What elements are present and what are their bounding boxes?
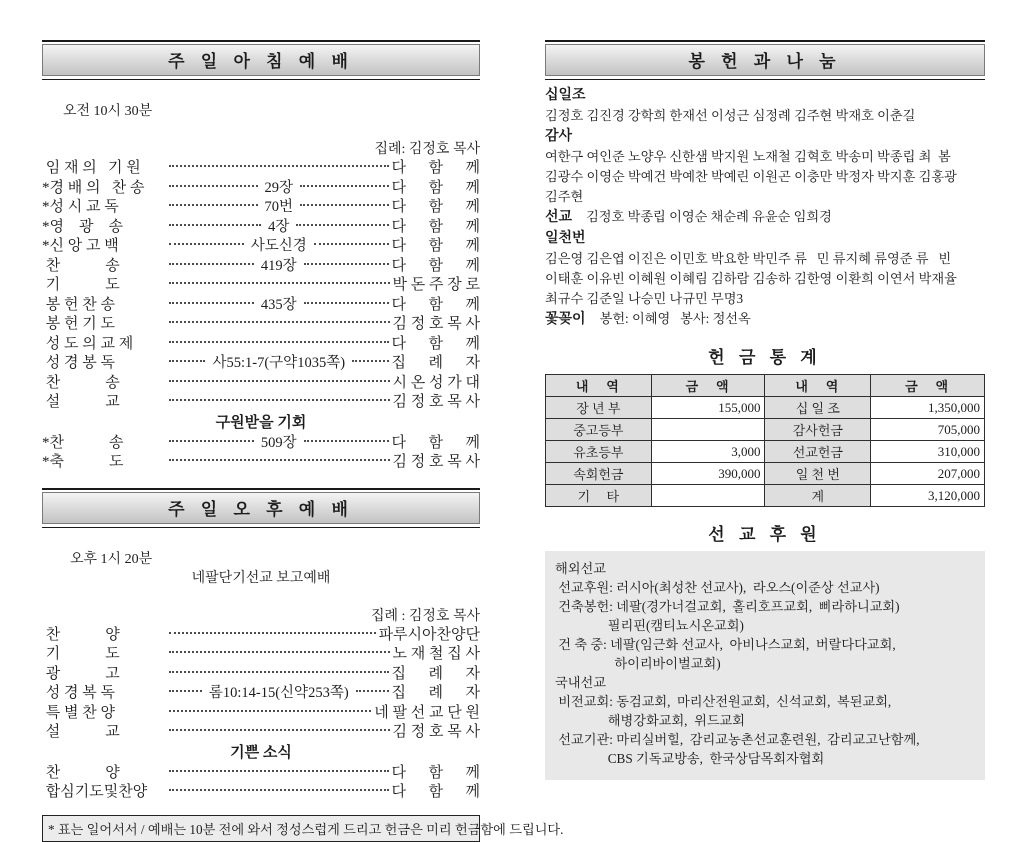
worship-item-label: *신 앙 고 백 xyxy=(42,238,119,254)
offering-names-line: 김은영 김은엽 이진은 이민호 박요한 박민주 류 민 류지혜 류영준 류 빈 xyxy=(545,251,952,266)
worship-item-right: 다 함 께 xyxy=(391,784,480,800)
worship-item-label: *축 도 xyxy=(42,454,124,470)
worship-row xyxy=(42,684,480,704)
stats-row xyxy=(546,463,985,485)
offering-group-inline-names: 봉헌: 이혜영 봉사: 정선옥 xyxy=(599,311,751,326)
afternoon-officiant-label: 집례 : 김정호 목사 xyxy=(370,608,480,624)
worship-row xyxy=(42,704,480,724)
worship-item-label: 찬 양 xyxy=(42,626,120,643)
offering-group-label: 감사 xyxy=(545,129,573,144)
worship-item-value: 419장 xyxy=(260,257,297,274)
stats-row xyxy=(546,485,985,507)
worship-item-value: 435장 xyxy=(260,296,297,313)
afternoon-subtitle: 네팔단기선교 보고예배 xyxy=(191,570,331,586)
worship-item-value: 4장 xyxy=(268,218,290,235)
stats-cell: 중고등부 xyxy=(546,419,652,441)
stats-cell: 705,000 xyxy=(871,419,985,441)
worship-item-label: 봉 헌 기 도 xyxy=(42,316,115,332)
stats-cell: 감사헌금 xyxy=(765,419,871,441)
mission-line: 선교기관: 마리실버힐, 감리교농촌선교훈련원, 감리교고난함께, xyxy=(555,732,920,747)
worship-item-value: 롬10:14-15(신약253쪽) xyxy=(208,685,349,701)
offering-group-label: 일천번 xyxy=(545,231,586,246)
offering-group xyxy=(545,309,985,330)
worship-row xyxy=(42,198,480,218)
worship-row xyxy=(42,335,480,355)
stats-cell xyxy=(651,485,765,507)
stats-header-cell: 내 역 xyxy=(546,375,652,397)
morning-order-list-2 xyxy=(42,434,480,473)
worship-item-value: 509장 xyxy=(260,434,297,451)
stats-row xyxy=(546,441,985,463)
worship-row xyxy=(42,665,480,685)
afternoon-interlude-heading: 기쁜 소식 xyxy=(230,744,292,761)
stats-cell: 십 일 조 xyxy=(765,397,871,419)
worship-row xyxy=(42,179,480,199)
afternoon-order-list xyxy=(42,626,480,743)
worship-item-label: 광 고 xyxy=(42,665,120,682)
mission-line: CBS 기독교방송, 한국상담목회자협회 xyxy=(555,751,825,766)
stats-cell: 310,000 xyxy=(871,441,985,463)
worship-row xyxy=(42,645,480,665)
offering-names-line: 이태훈 이유빈 이혜원 이혜림 김하람 김송하 김한영 이환희 이연서 박재율 xyxy=(545,271,957,286)
afternoon-section xyxy=(42,488,480,803)
worship-item-right: 다 함 께 xyxy=(391,218,480,235)
worship-row xyxy=(42,434,480,454)
worship-item-label: *영 광 송 xyxy=(42,218,123,235)
worship-item-right: 다 함 께 xyxy=(391,238,481,254)
worship-row xyxy=(42,626,480,646)
stats-cell: 207,000 xyxy=(871,463,985,485)
worship-item-label: 성 경 봉 독 xyxy=(42,355,115,371)
worship-row xyxy=(42,374,480,394)
worship-row xyxy=(42,159,480,179)
worship-item-right: 집 례 자 xyxy=(391,685,480,701)
mission-line: 필리핀(캠티뇨시온교회) xyxy=(555,618,744,633)
offering-group xyxy=(545,85,985,126)
worship-item-right: 노 재 철 집 사 xyxy=(392,646,480,662)
stats-cell: 속회헌금 xyxy=(546,463,652,485)
afternoon-time-label: 오후 1시 20분 xyxy=(70,551,153,567)
afternoon-order-list-2 xyxy=(42,764,480,803)
morning-time-label: 오전 10시 30분 xyxy=(63,104,153,119)
mission-box xyxy=(545,551,985,780)
worship-row xyxy=(42,237,480,257)
worship-item-label: 찬 양 xyxy=(42,764,120,781)
worship-item-right: 집 례 자 xyxy=(391,665,480,682)
worship-item-label: 기 도 xyxy=(42,646,120,662)
worship-row xyxy=(42,218,480,238)
right-column xyxy=(545,40,985,780)
stats-cell: 일 천 번 xyxy=(765,463,871,485)
worship-item-label: 기 도 xyxy=(42,277,120,293)
stats-header-cell: 금 액 xyxy=(651,375,765,397)
morning-worship-header xyxy=(42,40,480,80)
offering-group-label: 꽃꽂이 xyxy=(545,312,586,327)
mission-title: 선 교 후 원 xyxy=(708,525,822,544)
stats-cell: 1,350,000 xyxy=(871,397,985,419)
offering-names-line: 여한구 여인준 노양우 신한샘 박지원 노재철 김혁호 박송미 박종립 최 봄 xyxy=(545,149,951,164)
worship-item-label: 특 별 찬 양 xyxy=(42,704,115,721)
offering-group-head xyxy=(545,309,985,330)
stats-cell: 390,000 xyxy=(651,463,765,485)
morning-officiant-label: 집례: 김정호 목사 xyxy=(374,142,480,157)
stats-cell: 기 타 xyxy=(546,485,652,507)
offering-group xyxy=(545,228,985,309)
worship-item-value: 29장 xyxy=(264,179,294,196)
worship-item-right: 집 례 자 xyxy=(391,355,480,371)
worship-item-label: 설 교 xyxy=(42,394,120,410)
worship-item-right: 네 팔 선 교 단 원 xyxy=(374,704,480,721)
morning-order-list xyxy=(42,159,480,413)
worship-item-label: *경 배 의 찬 송 xyxy=(42,179,145,196)
worship-row xyxy=(42,296,480,316)
worship-item-right: 다 함 께 xyxy=(391,764,480,781)
offering-group-inline-names: 김정호 박종립 이영순 채순례 유윤순 임희경 xyxy=(586,209,832,224)
worship-item-label: 임 재 의 기 원 xyxy=(42,160,141,176)
morning-worship-title: 주 일 아 침 예 배 xyxy=(42,44,480,76)
offering-group xyxy=(545,126,985,207)
stats-cell: 계 xyxy=(765,485,871,507)
stats-row xyxy=(546,419,985,441)
worship-item-label: 성 도 의 교 제 xyxy=(42,335,134,352)
offering-group-head xyxy=(545,228,985,249)
offering-names-line: 최규수 김준일 나승민 나규민 무명3 xyxy=(545,291,744,306)
offering-names-line: 김정호 김진경 강학희 한재선 이성근 심정례 김주현 박재호 이춘길 xyxy=(545,108,916,123)
worship-item-value: 사도신경 xyxy=(250,238,307,254)
worship-row xyxy=(42,783,480,803)
offering-names-line: 김광수 이영순 박예건 박예찬 박예린 이원곤 이충만 박정자 박지훈 김홍광 xyxy=(545,169,957,184)
mission-line: 비전교회: 동검교회, 마리산전원교회, 신석교회, 복된교회, xyxy=(555,694,892,709)
worship-item-right: 파루시아찬양단 xyxy=(378,626,480,643)
worship-item-right: 다 함 께 xyxy=(391,434,480,451)
worship-row xyxy=(42,354,480,374)
offering-group-label: 십일조 xyxy=(545,88,586,103)
worship-item-right: 김 정 호 목 사 xyxy=(392,316,480,332)
worship-item-right: 김 정 호 목 사 xyxy=(392,454,480,470)
worship-item-right: 김 정 호 목 사 xyxy=(392,394,480,410)
morning-interlude-heading: 구원받을 기회 xyxy=(215,414,307,431)
worship-row xyxy=(42,315,480,335)
worship-item-right: 다 함 께 xyxy=(391,199,480,215)
worship-item-label: 합심기도및찬양 xyxy=(42,784,148,800)
worship-row xyxy=(42,723,480,743)
worship-row xyxy=(42,393,480,413)
offering-group-head xyxy=(545,85,985,106)
worship-item-right: 다 함 께 xyxy=(391,160,480,176)
stats-row xyxy=(546,397,985,419)
worship-item-label: *찬 송 xyxy=(42,434,124,451)
worship-item-label: *성 시 교 독 xyxy=(42,199,119,215)
worship-item-right: 다 함 께 xyxy=(391,179,480,196)
stats-header-cell: 내 역 xyxy=(765,375,871,397)
mission-line: 건 축 중: 네팔(임근화 선교사, 아비나스교회, 버랄다다교회, xyxy=(555,637,896,652)
footnote-box: * 표는 일어서서 / 예배는 10분 전에 와서 정성스럽게 드리고 헌금은 미리 헌금함에 드립니다. xyxy=(42,815,480,842)
offering-stats-table xyxy=(545,374,985,507)
worship-item-right: 시 온 성 가 대 xyxy=(392,374,480,391)
mission-line: 국내선교 xyxy=(555,675,606,690)
mission-line: 해병강화교회, 위드교회 xyxy=(555,713,746,728)
stats-cell xyxy=(651,419,765,441)
stats-cell: 장 년 부 xyxy=(546,397,652,419)
morning-time-row xyxy=(42,83,480,140)
worship-row xyxy=(42,276,480,296)
worship-item-value: 사55:1-7(구약1035쪽) xyxy=(212,355,346,371)
worship-item-label: 성 경 복 독 xyxy=(42,685,115,701)
offering-header xyxy=(545,40,985,80)
afternoon-worship-title: 주 일 오 후 예 배 xyxy=(42,492,480,524)
worship-item-right: 다 함 께 xyxy=(391,296,480,313)
worship-row xyxy=(42,257,480,277)
worship-row xyxy=(42,764,480,784)
offering-group-head xyxy=(545,126,985,147)
stats-header-row xyxy=(546,375,985,397)
stats-cell: 유초등부 xyxy=(546,441,652,463)
offering-names-line: 김주현 xyxy=(545,189,584,204)
mission-line: 건축봉헌: 네팔(경가너걸교회, 홀리호프교회, 삐라하니교회) xyxy=(555,599,900,614)
worship-item-label: 찬 송 xyxy=(42,257,120,274)
afternoon-worship-header xyxy=(42,488,480,528)
offering-group xyxy=(545,207,985,228)
offering-groups xyxy=(545,85,985,330)
stats-cell: 3,120,000 xyxy=(871,485,985,507)
offering-group-label: 선교 xyxy=(545,210,573,225)
worship-item-label: 찬 송 xyxy=(42,374,120,391)
mission-line: 선교후원: 러시아(최성찬 선교사), 라오스(이준상 선교사) xyxy=(555,580,880,595)
worship-item-right: 다 함 께 xyxy=(391,257,480,274)
stats-title: 헌 금 통 계 xyxy=(708,348,822,367)
mission-line: 해외선교 xyxy=(555,561,606,576)
stats-cell: 3,000 xyxy=(651,441,765,463)
worship-item-right: 다 함 께 xyxy=(391,335,480,352)
worship-item-right: 김 정 호 목 사 xyxy=(392,724,480,740)
offering-group-head xyxy=(545,207,985,228)
stats-cell: 155,000 xyxy=(651,397,765,419)
offering-title: 봉 헌 과 나 눔 xyxy=(545,44,985,76)
stats-header-cell: 금 액 xyxy=(871,375,985,397)
worship-row xyxy=(42,453,480,473)
worship-item-right: 박 돈 주 장 로 xyxy=(392,277,480,293)
stats-cell: 선교헌금 xyxy=(765,441,871,463)
worship-item-value: 70번 xyxy=(264,199,294,215)
worship-item-label: 설 교 xyxy=(42,724,120,740)
afternoon-time-row xyxy=(42,531,480,607)
mission-line: 하이리바이벌교회) xyxy=(555,656,721,671)
worship-item-label: 봉 헌 찬 송 xyxy=(42,296,115,313)
